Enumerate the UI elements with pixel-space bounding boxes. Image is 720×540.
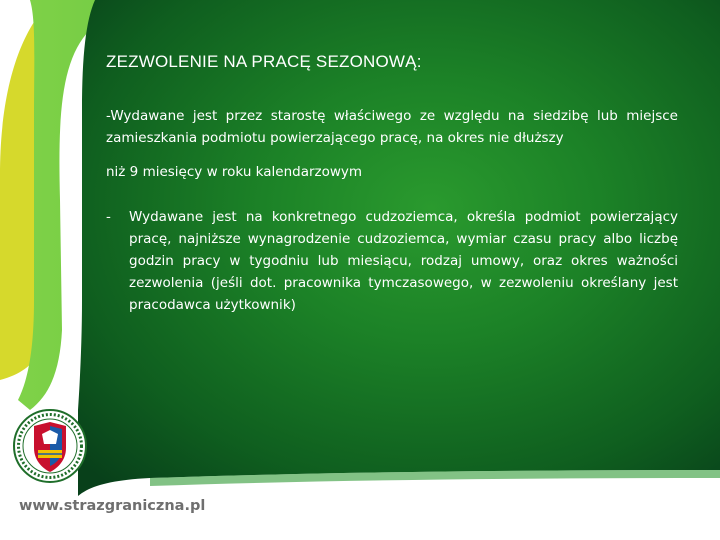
paragraph-2 bbox=[106, 206, 678, 316]
footer-url[interactable]: www.strazgraniczna.pl bbox=[19, 498, 206, 514]
paragraph-2-dash: - bbox=[106, 209, 111, 225]
border-guard-emblem-icon bbox=[12, 404, 88, 490]
slide-title: ZEZWOLENIE NA PRACĘ SEZONOWĄ: bbox=[106, 52, 422, 71]
paragraph-1 bbox=[106, 105, 678, 183]
paragraph-1-line-2: niż 9 miesięcy w roku kalendarzowym bbox=[106, 164, 363, 180]
paragraph-1-line-1: -Wydawane jest przez starostę właściwego ze względu na siedzibę lub miejsce zamieszkania podmiotu powierzającego pracę, na okres nie dłuższy bbox=[106, 108, 678, 146]
paragraph-2-text: Wydawane jest na konkretnego cudzoziemca, określa podmiot powierzający pracę, najniższe wynagrodzenie cudzoziemca, wymiar czasu pracy albo liczbę godzin pracy w tygodniu lub miesiącu, rodzaj umowy, oraz okres ważności zezwolenia (jeśli dot. pracownika tymczasowego, w zezwoleniu określany jest pracodawca użytkownik) bbox=[129, 209, 678, 313]
emblem-graphic bbox=[12, 404, 88, 490]
